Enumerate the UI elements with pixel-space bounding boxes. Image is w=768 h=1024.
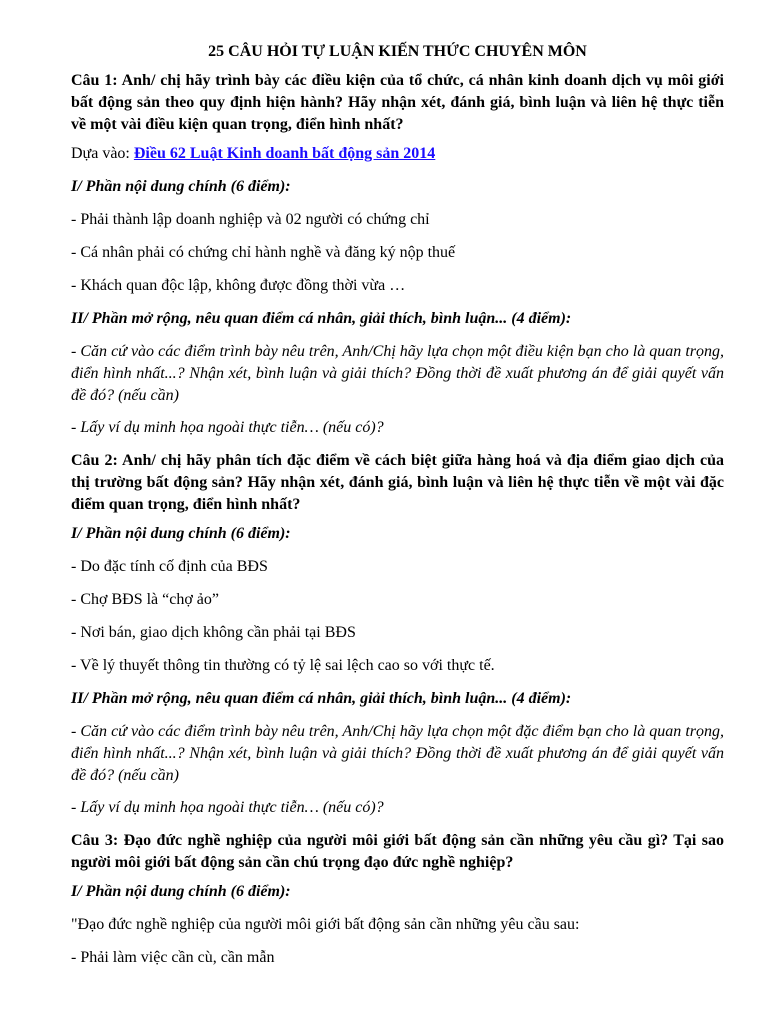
question-1-reference [71, 143, 724, 165]
question-3-main-part-heading: I/ Phần nội dung chính (6 điểm): [71, 883, 291, 900]
question-2-item: - Do đặc tính cố định của BĐS [71, 558, 268, 575]
question-1-item: - Khách quan độc lập, không được đồng thời vừa … [71, 277, 406, 294]
question-2-example-note: - Lấy ví dụ minh họa ngoài thực tiễn… (nếu có)? [71, 799, 384, 816]
question-2-extended-part-heading: II/ Phần mở rộng, nêu quan điểm cá nhân, giải thích, bình luận... (4 điểm): [71, 690, 572, 707]
question-2-item: - Chợ BĐS là “chợ ảo” [71, 591, 219, 608]
document-title: 25 CÂU HỎI TỰ LUẬN KIẾN THỨC CHUYÊN MÔN [208, 43, 587, 60]
question-1: Câu 1: Anh/ chị hãy trình bày các điều kiện của tổ chức, cá nhân kinh doanh dịch vụ môi giới bất động sản theo quy định hiện hành? Hãy nhận xét, đánh giá, bình luận và liên hệ thực tiễn về một vài điều kiện quan trọng, điển hình nhất? [71, 72, 724, 133]
question-1-example-note: - Lấy ví dụ minh họa ngoài thực tiễn… (nếu có)? [71, 419, 384, 436]
question-2-main-part-heading: I/ Phần nội dung chính (6 điểm): [71, 525, 291, 542]
question-1-main-part-heading: I/ Phần nội dung chính (6 điểm): [71, 178, 291, 195]
question-3-item: - Phải làm việc cần cù, cần mẫn [71, 949, 275, 966]
question-2-extended-instructions: - Căn cứ vào các điểm trình bày nêu trên, Anh/Chị hãy lựa chọn một đặc điểm bạn cho là quan trọng, điển hình nhất...? Nhận xét, bình luận và giải thích? Đồng thời đề xuất phương án để giải quyết vấn đề đó? (nếu cần) [71, 723, 724, 784]
question-1-item: - Phải thành lập doanh nghiệp và 02 người có chứng chỉ [71, 211, 430, 228]
question-1-extended-part-heading: II/ Phần mở rộng, nêu quan điểm cá nhân, giải thích, bình luận... (4 điểm): [71, 310, 572, 327]
question-1-item: - Cá nhân phải có chứng chỉ hành nghề và đăng ký nộp thuế [71, 244, 456, 261]
law-article-link[interactable]: Điều 62 Luật Kinh doanh bất động sản 2014 [133, 145, 436, 162]
question-1-extended-instructions: - Căn cứ vào các điểm trình bày nêu trên, Anh/Chị hãy lựa chọn một điều kiện bạn cho là quan trọng, điển hình nhất...? Nhận xét, bình luận và giải thích? Đồng thời đề xuất phương án để giải quyết vấn đề đó? (nếu cần) [71, 343, 724, 404]
question-3-intro: "Đạo đức nghề nghiệp của người môi giới bất động sản cần những yêu cầu sau: [71, 916, 580, 933]
question-2-item: - Nơi bán, giao dịch không cần phải tại BĐS [71, 624, 356, 641]
question-2: Câu 2: Anh/ chị hãy phân tích đặc điểm về cách biệt giữa hàng hoá và địa điểm giao dịch của thị trường bất động sản? Hãy nhận xét, đánh giá, bình luận và liên hệ thực tiễn về một vài đặc điểm quan trọng, điển hình nhất? [71, 452, 724, 513]
question-3: Câu 3: Đạo đức nghề nghiệp của người môi giới bất động sản cần những yêu cầu gì? Tại sao người môi giới bất động sản cần chú trọng đạo đức nghề nghiệp? [71, 832, 724, 871]
reference-prefix: Dựa vào: [71, 145, 134, 162]
question-2-item: - Về lý thuyết thông tin thường có tỷ lệ sai lệch cao so với thực tế. [71, 657, 495, 674]
